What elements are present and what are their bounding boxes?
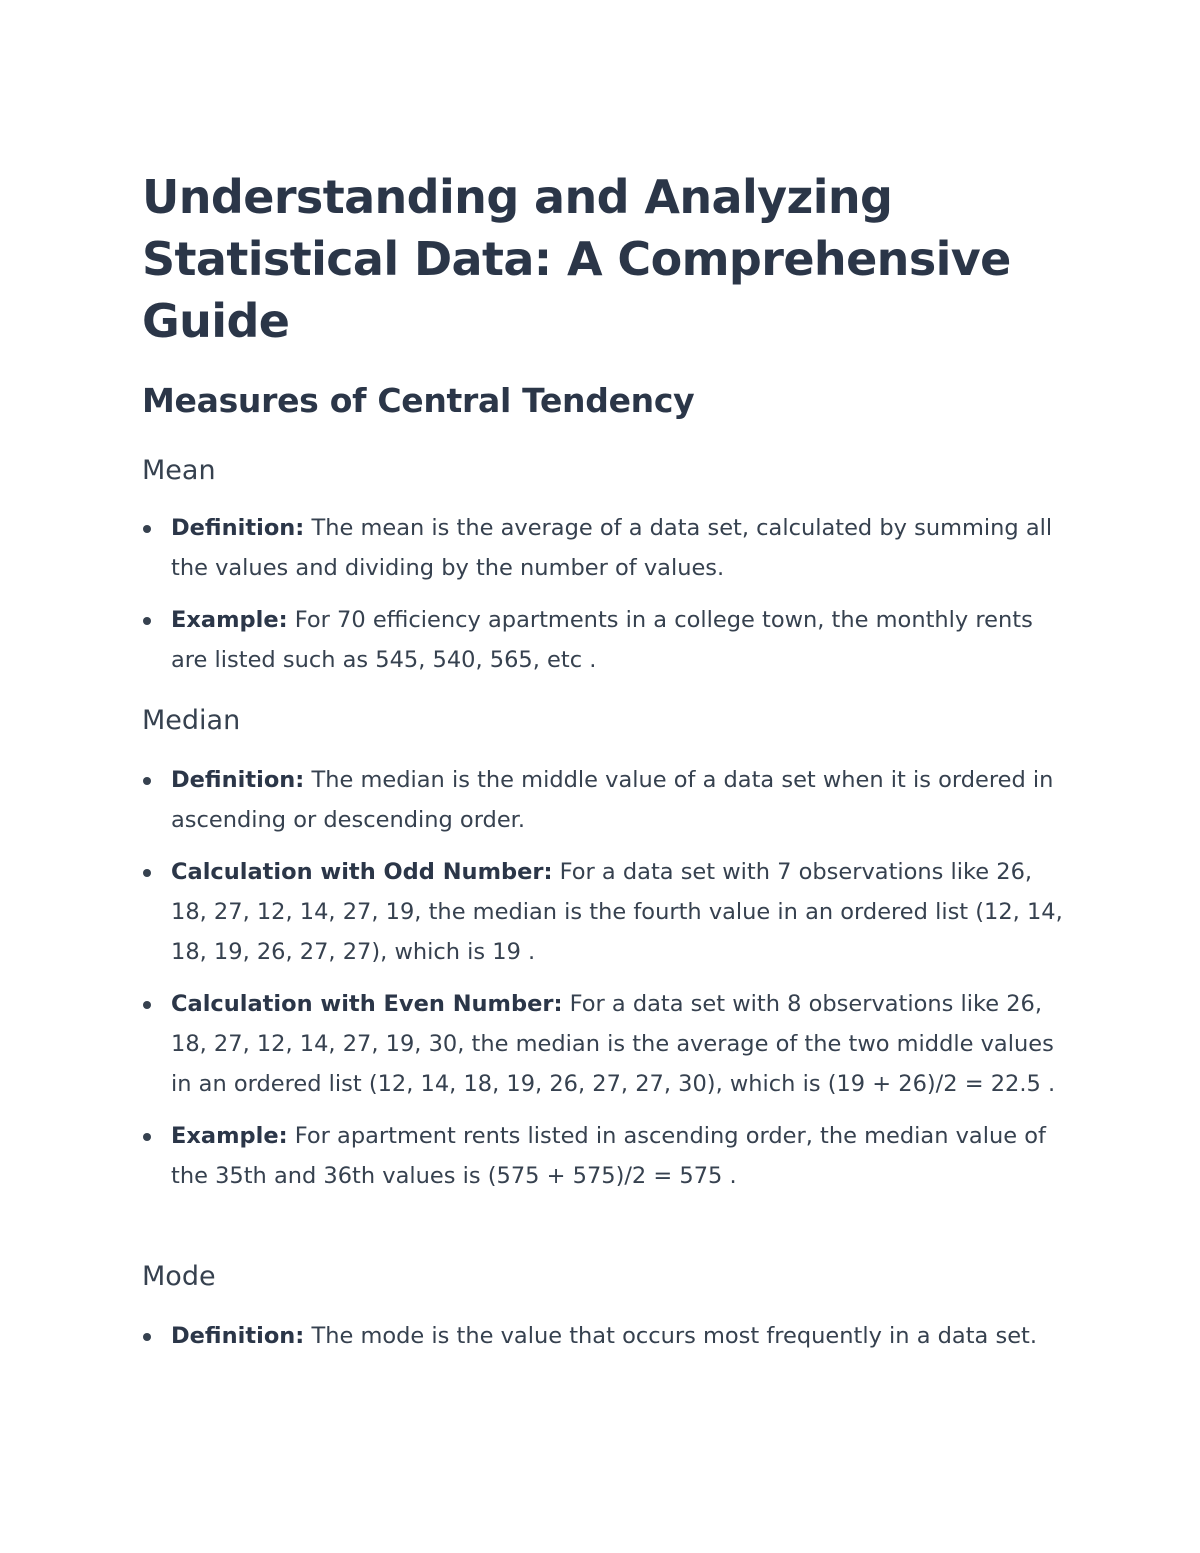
mean-heading: Mean [142,455,216,486]
item-label: Definition: [171,515,305,541]
item-label: Calculation with Even Number: [171,991,563,1017]
list-item [142,1316,1072,1356]
item-label: Example: [171,1123,288,1149]
list-item [142,508,1072,588]
bullet-icon [143,525,151,533]
item-text: The mean is the average of a data set, calculated by summing all the values and dividing by the number of values. [171,515,1053,581]
document-title: Understanding and Analyzing Statistical Data: A Comprehensive Guide [142,170,1011,348]
bullet-icon [143,617,151,625]
section-heading: Measures of Central Tendency [142,381,695,420]
list-item [142,760,1072,840]
mode-list [142,1316,1072,1368]
item-label: Definition: [171,767,305,793]
bullet-icon [143,777,151,785]
bullet-icon [143,869,151,877]
item-label: Example: [171,607,288,633]
item-text: For a data set with 7 observations like 26, 18, 27, 12, 14, 27, 19, the median is the fourth value in an ordered list (12, 14, 18, 19, 26, 27, 27), which is 19 . [171,859,1063,965]
item-text: For apartment rents listed in ascending order, the median value of the 35th and 36th values is (575 + 575)/2 = 575 . [171,1123,1046,1189]
mean-list [142,508,1072,692]
item-label: Definition: [171,1323,305,1349]
bullet-icon [143,1133,151,1141]
item-text: The median is the middle value of a data set when it is ordered in ascending or descending order. [171,767,1054,833]
list-item [142,1116,1072,1196]
item-label: Calculation with Odd Number: [171,859,553,885]
item-text: For a data set with 8 observations like 26, 18, 27, 12, 14, 27, 19, 30, the median is the average of the two middle values in an ordered list (12, 14, 18, 19, 26, 27, 27, 30), which is (19 + 26)/2 = 22.5 . [171,991,1056,1097]
item-text: For 70 efficiency apartments in a college town, the monthly rents are listed such as 545, 540, 565, etc . [171,607,1033,673]
mode-heading: Mode [142,1261,216,1292]
median-heading: Median [142,705,241,736]
item-text: The mode is the value that occurs most frequently in a data set. [304,1323,1038,1349]
bullet-icon [143,1001,151,1009]
list-item [142,600,1072,680]
list-item [142,984,1072,1104]
median-list [142,760,1072,1208]
bullet-icon [143,1333,151,1341]
list-item [142,852,1072,972]
